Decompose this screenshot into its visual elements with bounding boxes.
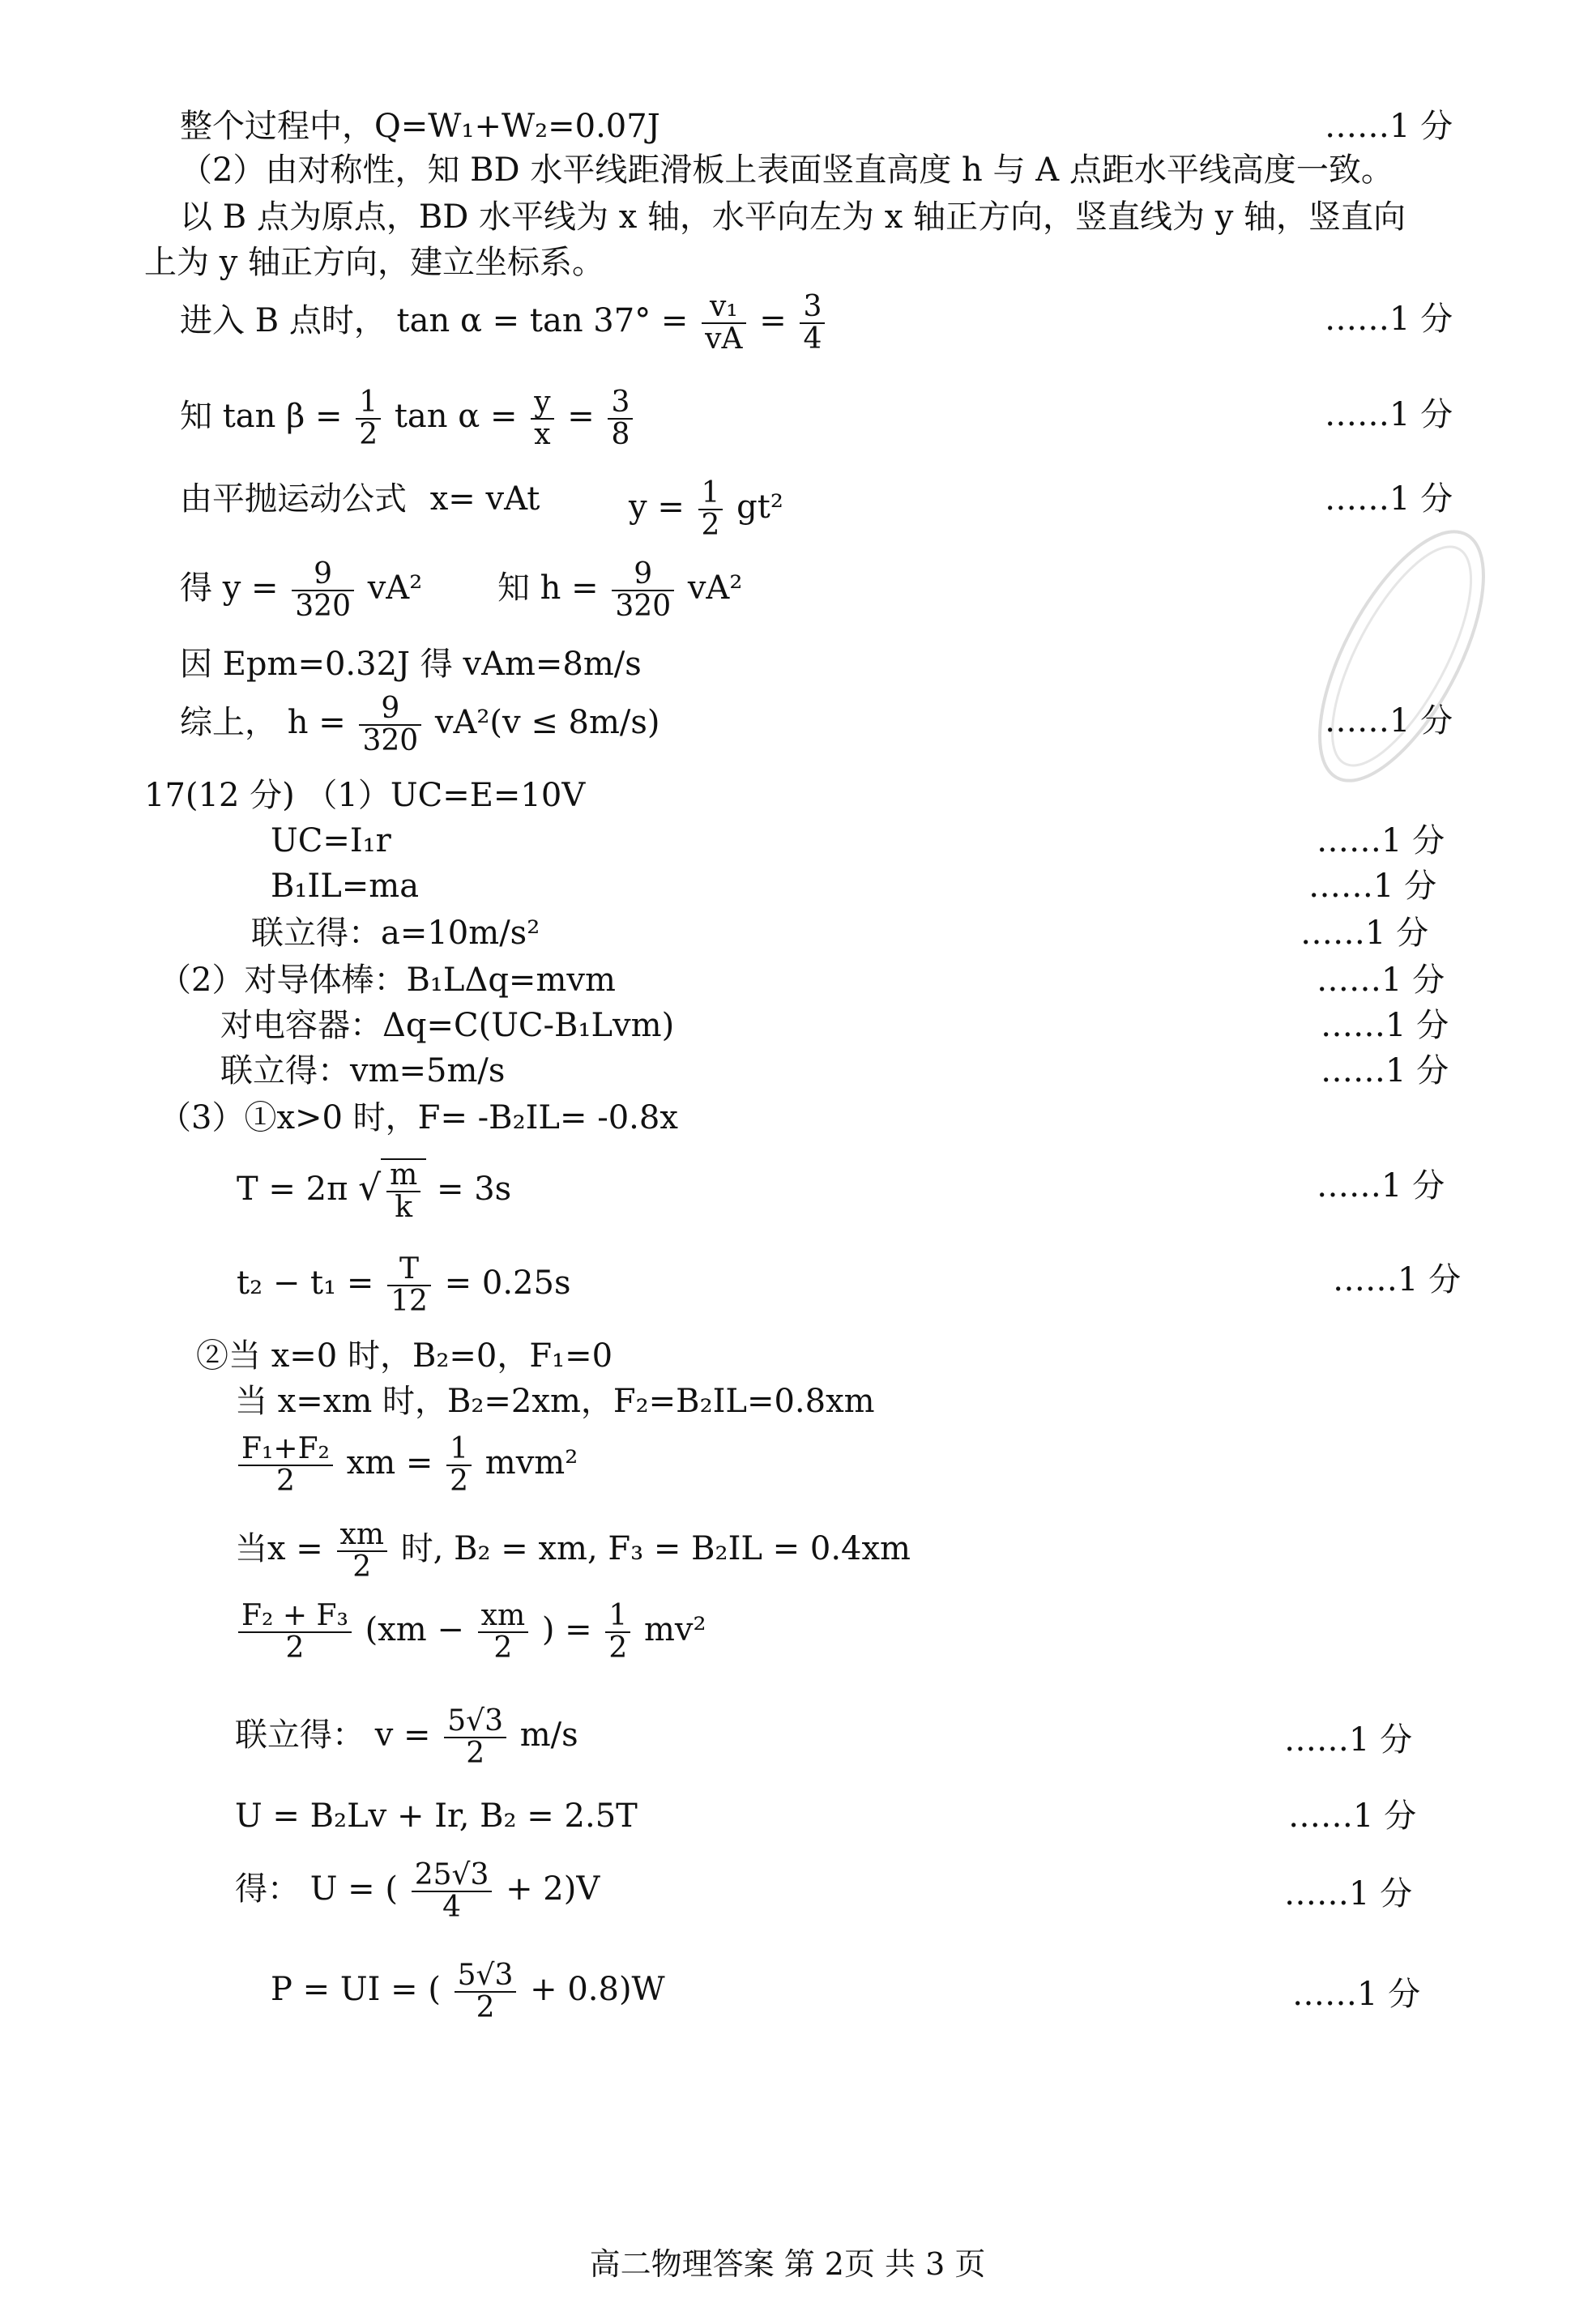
fraction-9-320-b: $\frac{9}{320}$ xyxy=(612,559,674,622)
line-vm: 联立得：vm=5m/s xyxy=(220,1052,506,1090)
eq-tan-alpha: tan α = tan 37° = xyxy=(396,301,689,339)
fraction-9-320-c: $\frac{9}{320}$ xyxy=(359,693,421,757)
fraction-9-320-a: $\frac{9}{320}$ xyxy=(292,559,354,622)
score-13: ……1 分 xyxy=(1333,1261,1462,1298)
fraction-t-12: $\frac{T}{12}$ xyxy=(387,1254,431,1317)
line-coordinate-2: 上为 y 轴正方向，建立坐标系。 xyxy=(144,244,605,281)
fraction-m-k: $\frac{m}{k}$ xyxy=(386,1160,420,1223)
fraction-half: $\frac{1}{2}$ xyxy=(698,478,723,541)
line-symmetry: （2）由对称性，知 BD 水平线距滑板上表面竖直高度 h 与 A 点距水平线高度一致。 xyxy=(180,151,1394,189)
fraction-v1-va: $\frac{\text{v₁}}{vA}$ xyxy=(702,292,745,355)
fraction-3-4: $\frac{3}{4}$ xyxy=(800,292,825,355)
fraction-f2-f3: $\frac{\text{F₂ + F₃}}{2}$ xyxy=(238,1601,352,1664)
line-epm: 因 Epm=0.32J 得 vAm=8m/s xyxy=(180,646,642,683)
line-work-energy-1: $\frac{\text{F₁+F₂}}{2}$ xm = $\frac{1}{2}$ mvm² xyxy=(235,1434,578,1497)
fraction-5sqrt3-2-a: $\frac{5√3}{2}$ xyxy=(444,1706,506,1769)
line-part3-force: （3）①x>0 时，F= -B₂IL= -0.8x xyxy=(159,1099,678,1136)
score-8: ……1 分 xyxy=(1300,915,1429,952)
score-7: ……1 分 xyxy=(1308,868,1437,905)
fraction-3-8: $\frac{3}{8}$ xyxy=(608,387,633,450)
line-uc: UC=I₁r xyxy=(271,822,391,859)
line-acceleration: 联立得：a=10m/s² xyxy=(251,915,540,952)
fraction-25sqrt3-4: $\frac{25√3}{4}$ xyxy=(412,1860,493,1923)
fraction-y-x: $\frac{y}{x}$ xyxy=(531,387,553,450)
line-x-xm: 当 x=xm 时，B₂=2xm，F₂=B₂IL=0.8xm xyxy=(235,1383,875,1420)
line-voltage-eq: U = B₂Lv + Ir, B₂ = 2.5T xyxy=(235,1797,638,1835)
score-17: ……1 分 xyxy=(1292,1976,1421,2013)
line-period: T = 2π √ $\frac{m}{k}$ = 3s xyxy=(237,1158,512,1224)
fraction-1-2: $\frac{1}{2}$ xyxy=(356,387,381,450)
sqrt-body xyxy=(381,1158,426,1223)
line-voltage-result: 得： U = ( $\frac{25√3}{4}$ + 2)V xyxy=(235,1858,600,1924)
line-capacitor: 对电容器：Δq=C(UC-B₁Lvm) xyxy=(220,1007,675,1044)
score-1: ……1 分 xyxy=(1325,108,1453,145)
score-12: ……1 分 xyxy=(1317,1167,1445,1205)
score-11: ……1 分 xyxy=(1321,1052,1449,1090)
label-enter-b: 进入 B 点时， xyxy=(180,301,386,339)
line-enter-b: 进入 B 点时， tan α = tan 37° = $\frac{\text{v₁}}{vA}$ = $\frac{3}{4}$ xyxy=(180,292,828,355)
line-b1il: B₁IL=ma xyxy=(271,868,420,905)
line-x-zero: ②当 x=0 时，B₂=0，F₁=0 xyxy=(196,1337,613,1375)
page-footer: 高二物理答案 第 2页 共 3 页 xyxy=(589,2246,986,2282)
line-coordinate-1: 以 B 点为原点，BD 水平线为 x 轴，水平向左为 x 轴正方向，竖直线为 y 轴，竖直向 xyxy=(180,198,1406,236)
score-14: ……1 分 xyxy=(1284,1721,1413,1759)
score-4: ……1 分 xyxy=(1325,480,1453,518)
fraction-xm-2-b: $\frac{xm}{2}$ xyxy=(478,1601,528,1664)
fraction-half-b: $\frac{1}{2}$ xyxy=(446,1434,472,1497)
score-10: ……1 分 xyxy=(1321,1007,1449,1044)
score-2: ……1 分 xyxy=(1325,301,1453,338)
line-summary-h: 综上， h = $\frac{9}{320}$ vA²(v ≤ 8m/s) xyxy=(180,692,660,757)
line-time-diff: t₂ − t₁ = $\frac{T}{12}$ = 0.25s xyxy=(237,1252,571,1318)
score-9: ……1 分 xyxy=(1317,962,1445,999)
score-5: ……1 分 xyxy=(1325,702,1453,740)
fraction-xm-2-a: $\frac{xm}{2}$ xyxy=(337,1520,387,1583)
fraction-5sqrt3-2-b: $\frac{5√3}{2}$ xyxy=(455,1960,517,2023)
line-y-formula: 得 y = $\frac{9}{320}$ vA² 知 h = $\frac{9}{320}$ vA² xyxy=(180,557,743,623)
line-projectile-y: y = $\frac{1}{2}$ gt² xyxy=(629,476,783,542)
fraction-f1-f2: $\frac{\text{F₁+F₂}}{2}$ xyxy=(238,1434,333,1497)
sqrt-sign: √ xyxy=(358,1166,382,1209)
line-conductor: （2）对导体棒：B₁LΔq=mvm xyxy=(159,962,616,999)
line-x-half: 当x = $\frac{xm}{2}$ 时, B₂ = xm, F₃ = B₂IL = 0.4xm xyxy=(235,1518,911,1584)
score-3: ……1 分 xyxy=(1325,396,1453,433)
line-velocity: 联立得： v = $\frac{5√3}{2}$ m/s xyxy=(235,1704,578,1770)
line-energy-total: 整个过程中，Q=W₁+W₂=0.07J xyxy=(180,108,660,145)
line-tan-beta: 知 tan β = $\frac{1}{2}$ tan α = $\frac{y}{x}$ = $\frac{3}{8}$ xyxy=(180,387,636,450)
score-15: ……1 分 xyxy=(1288,1797,1417,1835)
fraction-half-c: $\frac{1}{2}$ xyxy=(605,1601,630,1664)
line-power-result: P = UI = ( $\frac{5√3}{2}$ + 0.8)W xyxy=(271,1959,665,2024)
score-6: ……1 分 xyxy=(1317,822,1445,859)
score-16: ……1 分 xyxy=(1284,1875,1413,1913)
pencil-scribble xyxy=(1296,502,1507,810)
line-work-energy-2: $\frac{\text{F₂ + F₃}}{2}$ (xm − $\frac{xm}{2}$ ) = $\frac{1}{2}$ mv² xyxy=(235,1601,706,1664)
line-projectile-x: 由平抛运动公式 x= vAt xyxy=(180,480,540,518)
line-q17-part1: 17(12 分) （1）UC=E=10V xyxy=(144,777,586,814)
